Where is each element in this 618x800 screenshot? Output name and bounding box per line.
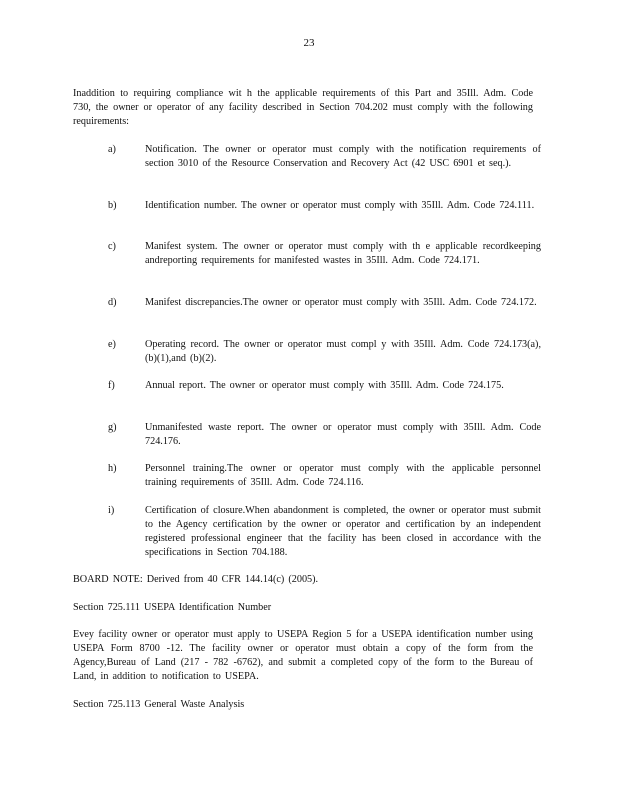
item-letter: g) xyxy=(108,422,117,433)
item-text: Annual report. The owner or operator must comply with 35Ill. Adm. Code 724.175. xyxy=(145,380,504,391)
item-letter: b) xyxy=(108,200,117,211)
item-text: Manifest system. The owner or operator must comply with th e applicable recordkeeping andreporting requirements for manifested wastes in 35Ill. Adm. Code 724.171. xyxy=(145,241,541,266)
intro-paragraph: Inaddition to requiring compliance wit h the applicable requirements of this Part and 35Ill. Adm. Code 730, the owner or operator of any facility described in Section 704.202 must comply with the following requirements: xyxy=(73,88,533,127)
page-number: 23 xyxy=(303,37,315,49)
section-heading: Section 725.113 General Waste Analysis xyxy=(73,699,245,710)
section-paragraph: Evey facility owner or operator must apply to USEPA Region 5 for a USEPA identification number using USEPA Form 8700 -12. The facility owner or operator must obtain a copy of the form from the Agency,Bureau of Land (217 - 782 -6762), and submit a completed copy of the form to the Bureau of Land, in addition to notification to USEPA. xyxy=(73,629,533,682)
item-text: Unmanifested waste report. The owner or operator must comply with 35Ill. Adm. Code 724.176. xyxy=(145,422,541,447)
item-letter: f) xyxy=(108,380,115,391)
item-text: Identification number. The owner or operator must comply with 35Ill. Adm. Code 724.111. xyxy=(145,200,535,211)
item-letter: c) xyxy=(108,241,116,252)
board-note: BOARD NOTE: Derived from 40 CFR 144.14(c) (2005). xyxy=(73,574,319,585)
item-letter: e) xyxy=(108,339,116,350)
item-text: Personnel training.The owner or operator must comply with the applicable personnel training requirements of 35Ill. Adm. Code 724.116. xyxy=(145,463,541,488)
item-letter: i) xyxy=(108,505,115,516)
item-letter: h) xyxy=(108,463,117,474)
item-text: Certification of closure.When abandonment is completed, the owner or operator must submit to the Agency certification by the owner or operator and certification by an independent registered professional engineer that the facility has been closed in accordance with the specifications in Section 704.188. xyxy=(145,505,541,558)
item-letter: a) xyxy=(108,144,116,155)
item-text: Manifest discrepancies.The owner or operator must comply with 35Ill. Adm. Code 724.172. xyxy=(145,297,537,308)
section-heading: Section 725.111 USEPA Identification Number xyxy=(73,602,272,613)
item-text: Operating record. The owner or operator must compl y with 35Ill. Adm. Code 724.173(a), (b)(1),and (b)(2). xyxy=(145,339,541,364)
item-letter: d) xyxy=(108,297,117,308)
item-text: Notification. The owner or operator must comply with the notification requirements of section 3010 of the Resource Conservation and Recovery Act (42 USC 6901 et seq.). xyxy=(145,144,541,169)
